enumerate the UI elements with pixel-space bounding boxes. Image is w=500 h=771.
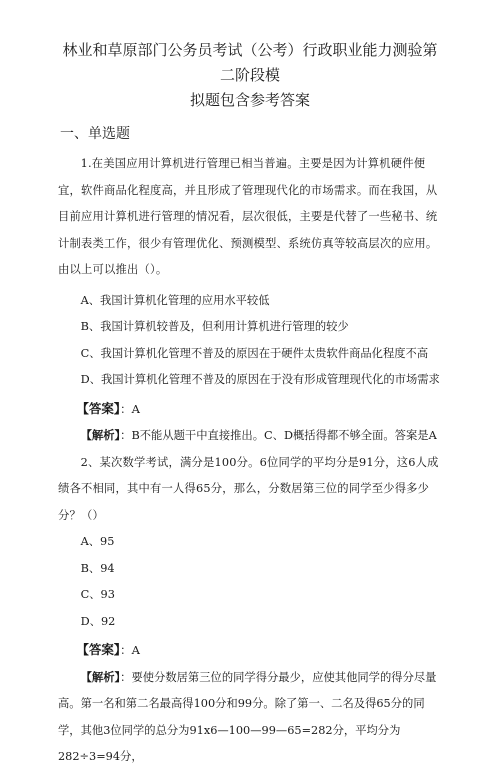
question-2-option-c: C、93	[80, 588, 115, 601]
explanation-text: ：要使分数居第三位的同学得分最少，应使其他同学的得分尽量高。第一名和第二名最高得100分和99分。除了第一、二名及得65分的同学，其他3位同学的总分为91x6—100—99—65=282分，平均分为282÷3=94分，	[58, 670, 437, 763]
explanation-text: ：B不能从题干中直接推出。C、D概括得都不够全面。答案是A	[120, 429, 437, 442]
doc-title-line2: 拟题包含参考答案	[189, 91, 310, 109]
question-2-option-b: B、94	[80, 561, 115, 575]
question-2-option-a: A、95	[80, 535, 115, 548]
explanation-tag: 【解析】	[80, 669, 121, 684]
question-1-explanation	[58, 422, 442, 450]
question-1-answer	[76, 396, 442, 423]
answer-value: ：A	[120, 401, 140, 416]
question-1-option-a: A、我国计算机化管理的应用水平较低	[80, 293, 270, 307]
question-2-explanation	[58, 664, 442, 771]
question-1-stem: 1.在美国应用计算机进行管理已相当普遍。主要是因为计算机硬件便宜，软件商品化程度高，并且形成了管理现代化的市场需求。而在我国，从目前应用计算机进行管理的情况看，层次很低，主要是代替了一些秘书、统计制表类工作，很少有管理优化、预测模型、系统仿真等较高层次的应用。由以上可以推出（）。	[58, 157, 438, 276]
question-2-option-d: D、92	[80, 614, 116, 628]
answer-tag: 【答案】	[76, 400, 121, 416]
answer-value: ：A	[120, 643, 140, 657]
question-1-option-c: C、我国计算机化管理不普及的原因在于硬件太贵软件商品化程度不高	[80, 346, 429, 360]
question-1-option-d: D、我国计算机化管理不普及的原因在于没有形成管理现代化的市场需求	[80, 373, 440, 386]
question-2-answer	[76, 637, 442, 664]
question-2-stem: 2、某次数学考试，满分是100分。6位同学的平均分是91分，这6人成绩各不相同，其中有一人得65分，那么，分数居第三位的同学至少得多少分？（）	[58, 455, 439, 522]
answer-tag: 【答案】	[76, 642, 121, 657]
section-heading: 一、单选题	[60, 126, 130, 142]
doc-title-line1: 林业和草原部门公务员考试（公考）行政职业能力测验第二阶段模	[62, 41, 438, 84]
explanation-tag: 【解析】	[80, 428, 121, 442]
question-1-option-b: B、我国计算机较普及，但利用计算机进行管理的较少	[80, 320, 349, 333]
